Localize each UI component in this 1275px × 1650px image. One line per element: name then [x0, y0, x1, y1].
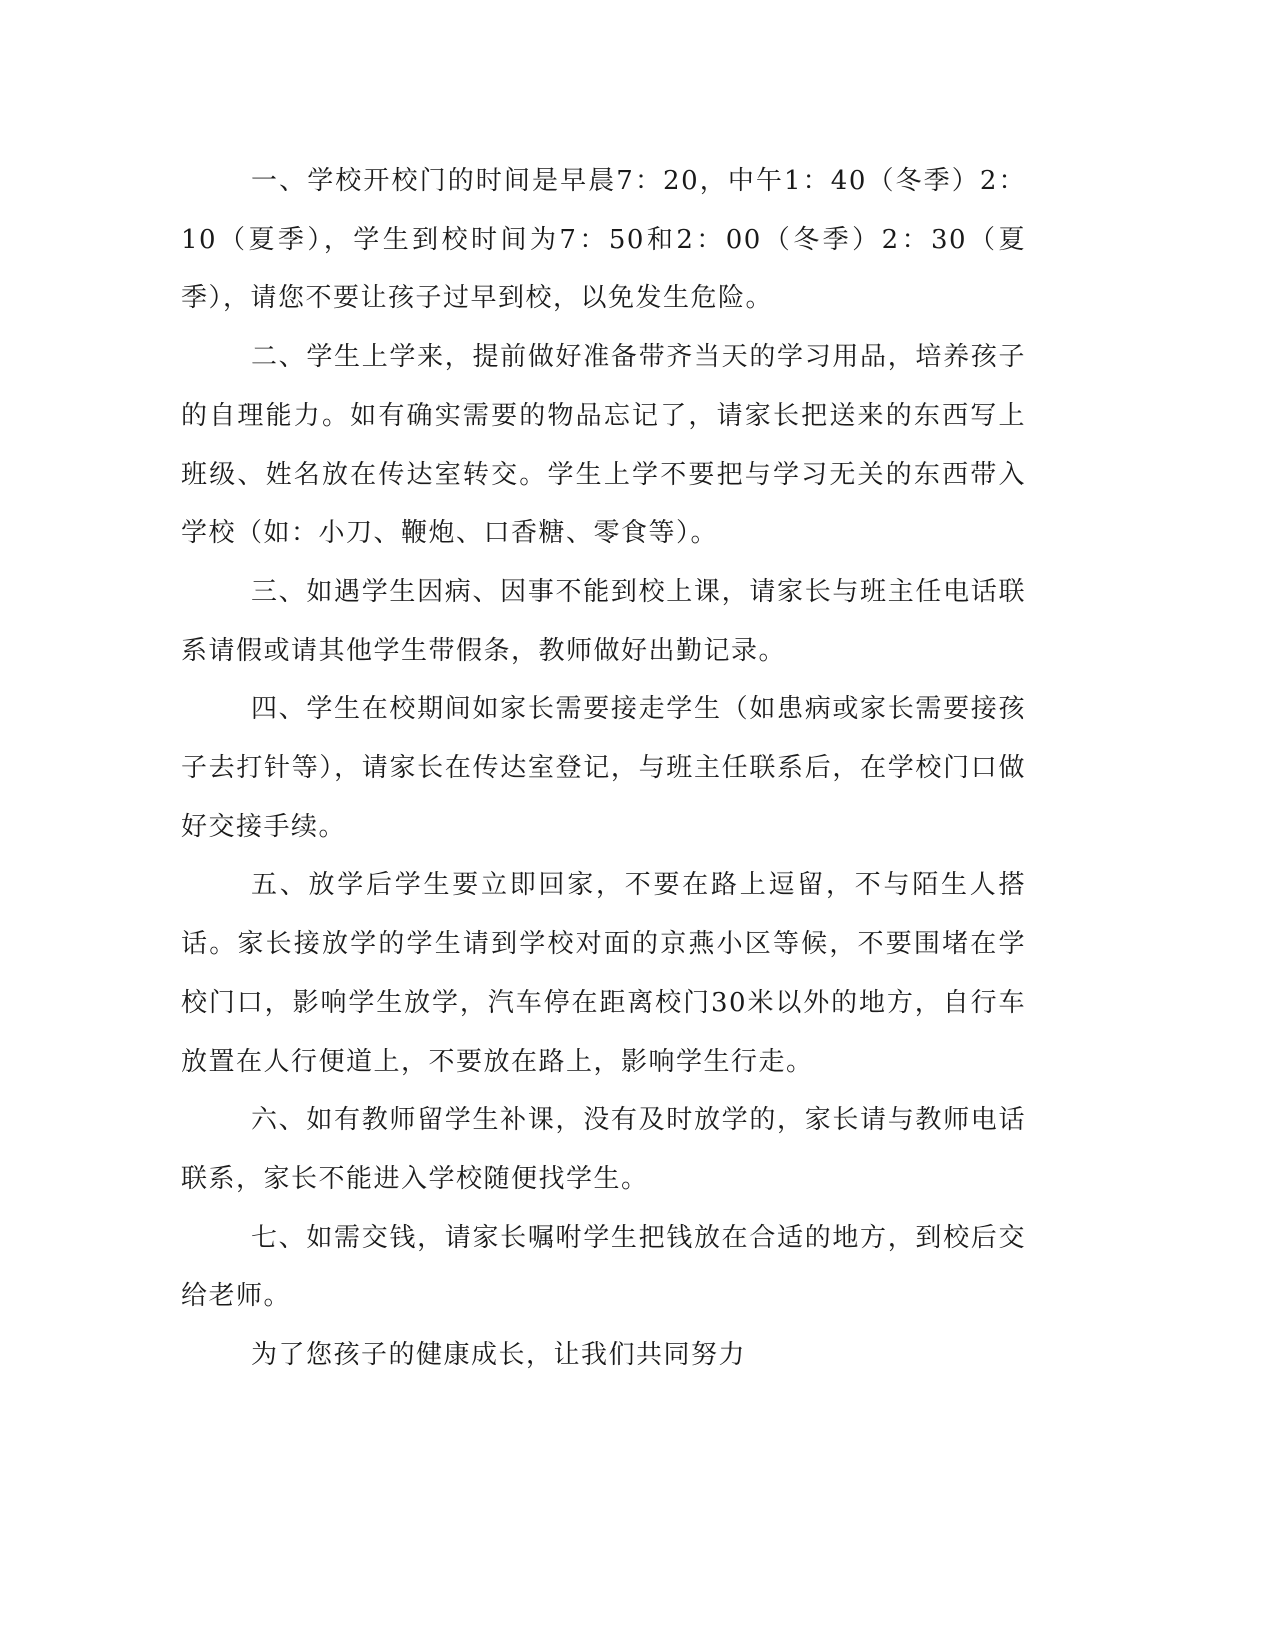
paragraph-after-school: 五、放学后学生要立即回家，不要在路上逗留，不与陌生人搭话。家长接放学的学生请到学校对面的京燕小区等候，不要围堵在学校门口，影响学生放学，汽车停在距离校门30米以外的地方，自行车放置在人行便道上，不要放在路上，影响学生行走。 [181, 870, 1026, 1077]
paragraph-tutoring: 六、如有教师留学生补课，没有及时放学的，家长请与教师电话联系，家长不能进入学校随便找学生。 [181, 1105, 1026, 1194]
paragraph-school-gate-hours: 一、学校开校门的时间是早晨7：20，中午1：40（冬季）2：10（夏季），学生到校时间为7：50和2：00（冬季）2：30（夏季），请您不要让孩子过早到校，以免发生危险。 [181, 166, 1026, 314]
paragraph-early-pickup: 四、学生在校期间如家长需要接走学生（如患病或家长需要接孩子去打针等），请家长在传达室登记，与班主任联系后，在学校门口做好交接手续。 [181, 694, 1026, 842]
paragraph-leave-request: 三、如遇学生因病、因事不能到校上课，请家长与班主任电话联系请假或请其他学生带假条，教师做好出勤记录。 [181, 576, 1026, 666]
paragraph-school-supplies: 二、学生上学来，提前做好准备带齐当天的学习用品，培养孩子的自理能力。如有确实需要的物品忘记了，请家长把送来的东西写上班级、姓名放在传达室转交。学生上学不要把与学习无关的东西带入学校（如：小刀、鞭炮、口香糖、零食等）。 [181, 342, 1026, 549]
paragraph-closing: 为了您孩子的健康成长，让我们共同努力 [251, 1340, 747, 1371]
paragraph-payments: 七、如需交钱，请家长嘱咐学生把钱放在合适的地方，到校后交给老师。 [181, 1222, 1026, 1312]
document-body [181, 152, 1026, 1385]
